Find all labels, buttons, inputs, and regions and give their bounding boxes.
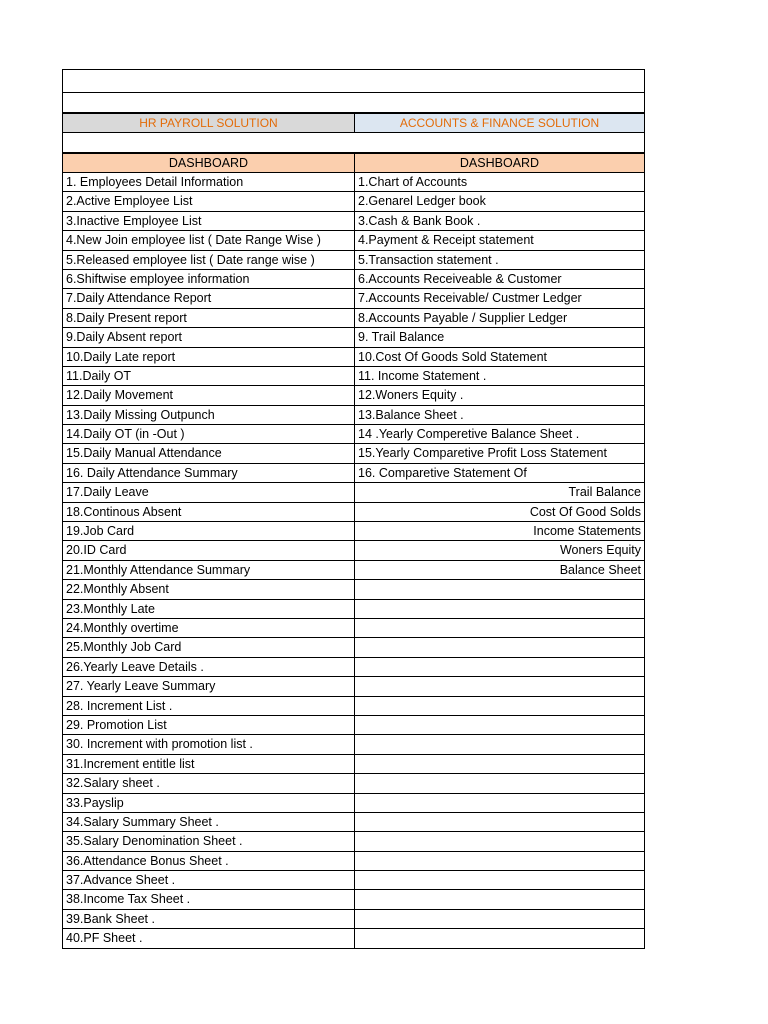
accounts-report-item: 15.Yearly Comparetive Profit Loss Statement: [354, 444, 645, 463]
accounts-report-item: Income Statements: [354, 522, 645, 541]
accounts-report-item: 4.Payment & Receipt statement: [354, 231, 645, 250]
hr-report-item: 39.Bank Sheet .: [62, 910, 354, 929]
accounts-report-item: [354, 774, 645, 793]
hr-report-item: 8.Daily Present report: [62, 309, 354, 328]
blank-row: [62, 133, 645, 153]
table-row: [62, 406, 645, 425]
table-row: [62, 832, 645, 851]
table-row: [62, 755, 645, 774]
hr-report-item: 27. Yearly Leave Summary: [62, 677, 354, 696]
accounts-report-item: Cost Of Good Solds: [354, 503, 645, 522]
table-row: [62, 774, 645, 793]
accounts-report-item: 7.Accounts Receivable/ Custmer Ledger: [354, 289, 645, 308]
accounts-report-item: 12.Woners Equity .: [354, 386, 645, 405]
accounts-report-item: [354, 871, 645, 890]
accounts-report-item: 9. Trail Balance: [354, 328, 645, 347]
hr-report-item: 30. Increment with promotion list .: [62, 735, 354, 754]
accounts-report-item: [354, 638, 645, 657]
hr-report-item: 28. Increment List .: [62, 697, 354, 716]
accounts-report-item: [354, 813, 645, 832]
table-row: [62, 192, 645, 211]
acc-dashboard-header: DASHBOARD: [354, 153, 645, 173]
table-row: [62, 600, 645, 619]
hr-report-item: 23.Monthly Late: [62, 600, 354, 619]
table-row: [62, 697, 645, 716]
accounts-report-item: 13.Balance Sheet .: [354, 406, 645, 425]
hr-report-item: 5.Released employee list ( Date range wise ): [62, 251, 354, 270]
accounts-report-item: [354, 677, 645, 696]
hr-report-item: 11.Daily OT: [62, 367, 354, 386]
accounts-report-item: 16. Comparetive Statement Of: [354, 464, 645, 483]
hr-report-item: 35.Salary Denomination Sheet .: [62, 832, 354, 851]
accounts-report-item: 10.Cost Of Goods Sold Statement: [354, 348, 645, 367]
hr-report-item: 22.Monthly Absent: [62, 580, 354, 599]
table-row: [62, 483, 645, 502]
hr-dashboard-header: DASHBOARD: [62, 153, 354, 173]
hr-report-item: 2.Active Employee List: [62, 192, 354, 211]
accounts-report-item: [354, 755, 645, 774]
accounts-report-item: Woners Equity: [354, 541, 645, 560]
table-row: [62, 871, 645, 890]
accounts-report-item: 11. Income Statement .: [354, 367, 645, 386]
blank-row: [62, 93, 645, 113]
hr-report-item: 25.Monthly Job Card: [62, 638, 354, 657]
blank-cell: [62, 93, 645, 113]
hr-report-item: 18.Continous Absent: [62, 503, 354, 522]
accounts-report-item: [354, 658, 645, 677]
table-row: [62, 522, 645, 541]
hr-report-item: 31.Increment entitle list: [62, 755, 354, 774]
table-row: [62, 425, 645, 444]
hr-report-item: 38.Income Tax Sheet .: [62, 890, 354, 909]
hr-report-item: 7.Daily Attendance Report: [62, 289, 354, 308]
accounts-report-item: [354, 794, 645, 813]
blank-cell: [62, 133, 645, 153]
table-row: [62, 910, 645, 929]
hr-report-item: 26.Yearly Leave Details .: [62, 658, 354, 677]
accounts-report-item: 5.Transaction statement .: [354, 251, 645, 270]
accounts-report-item: [354, 716, 645, 735]
table-row: [62, 464, 645, 483]
hr-report-item: 3.Inactive Employee List: [62, 212, 354, 231]
table-row: [62, 619, 645, 638]
hr-report-item: 21.Monthly Attendance Summary: [62, 561, 354, 580]
hr-report-item: 34.Salary Summary Sheet .: [62, 813, 354, 832]
hr-report-item: 1. Employees Detail Information: [62, 173, 354, 192]
accounts-report-item: 3.Cash & Bank Book .: [354, 212, 645, 231]
accounts-report-item: [354, 619, 645, 638]
table-row: [62, 716, 645, 735]
accounts-report-item: Trail Balance: [354, 483, 645, 502]
hr-report-item: 9.Daily Absent report: [62, 328, 354, 347]
table-row: [62, 890, 645, 909]
accounts-report-item: [354, 832, 645, 851]
hr-report-item: 10.Daily Late report: [62, 348, 354, 367]
table-row: [62, 173, 645, 192]
table-row: [62, 348, 645, 367]
table-row: [62, 328, 645, 347]
hr-payroll-title: HR PAYROLL SOLUTION: [62, 113, 354, 133]
section-header-row: [62, 113, 645, 133]
accounts-report-item: 6.Accounts Receiveable & Customer: [354, 270, 645, 289]
accounts-report-item: [354, 929, 645, 948]
accounts-report-item: Balance Sheet: [354, 561, 645, 580]
table-row: [62, 677, 645, 696]
blank-row: [62, 69, 645, 93]
report-list: [62, 173, 645, 949]
hr-report-item: 40.PF Sheet .: [62, 929, 354, 948]
hr-report-item: 15.Daily Manual Attendance: [62, 444, 354, 463]
table-row: [62, 638, 645, 657]
table-row: [62, 794, 645, 813]
dashboard-row: [62, 153, 645, 173]
accounts-report-item: [354, 852, 645, 871]
hr-report-item: 6.Shiftwise employee information: [62, 270, 354, 289]
accounts-report-item: [354, 735, 645, 754]
hr-report-item: 33.Payslip: [62, 794, 354, 813]
accounts-report-item: 8.Accounts Payable / Supplier Ledger: [354, 309, 645, 328]
accounts-report-item: 2.Genarel Ledger book: [354, 192, 645, 211]
table-row: [62, 212, 645, 231]
hr-report-item: 37.Advance Sheet .: [62, 871, 354, 890]
table-row: [62, 852, 645, 871]
accounts-report-item: [354, 600, 645, 619]
hr-report-item: 24.Monthly overtime: [62, 619, 354, 638]
table-row: [62, 231, 645, 250]
table-row: [62, 367, 645, 386]
accounts-report-item: 1.Chart of Accounts: [354, 173, 645, 192]
table-row: [62, 813, 645, 832]
hr-report-item: 19.Job Card: [62, 522, 354, 541]
table-row: [62, 270, 645, 289]
accounts-finance-title: ACCOUNTS & FINANCE SOLUTION: [354, 113, 645, 133]
table-row: [62, 541, 645, 560]
hr-report-item: 20.ID Card: [62, 541, 354, 560]
accounts-report-item: [354, 697, 645, 716]
hr-report-item: 36.Attendance Bonus Sheet .: [62, 852, 354, 871]
accounts-report-item: [354, 890, 645, 909]
hr-report-item: 14.Daily OT (in -Out ): [62, 425, 354, 444]
table-row: [62, 309, 645, 328]
hr-report-item: 32.Salary sheet .: [62, 774, 354, 793]
accounts-report-item: [354, 580, 645, 599]
table-row: [62, 444, 645, 463]
hr-report-item: 4.New Join employee list ( Date Range Wise ): [62, 231, 354, 250]
accounts-report-item: [354, 910, 645, 929]
table-row: [62, 289, 645, 308]
hr-report-item: 29. Promotion List: [62, 716, 354, 735]
hr-report-item: 12.Daily Movement: [62, 386, 354, 405]
table-row: [62, 503, 645, 522]
hr-report-item: 16. Daily Attendance Summary: [62, 464, 354, 483]
hr-report-item: 13.Daily Missing Outpunch: [62, 406, 354, 425]
table-row: [62, 658, 645, 677]
table-row: [62, 561, 645, 580]
table-row: [62, 580, 645, 599]
table-row: [62, 735, 645, 754]
accounts-report-item: 14 .Yearly Comperetive Balance Sheet .: [354, 425, 645, 444]
table-row: [62, 929, 645, 948]
spreadsheet: [62, 69, 645, 949]
blank-cell: [62, 69, 645, 93]
table-row: [62, 251, 645, 270]
hr-report-item: 17.Daily Leave: [62, 483, 354, 502]
table-row: [62, 386, 645, 405]
